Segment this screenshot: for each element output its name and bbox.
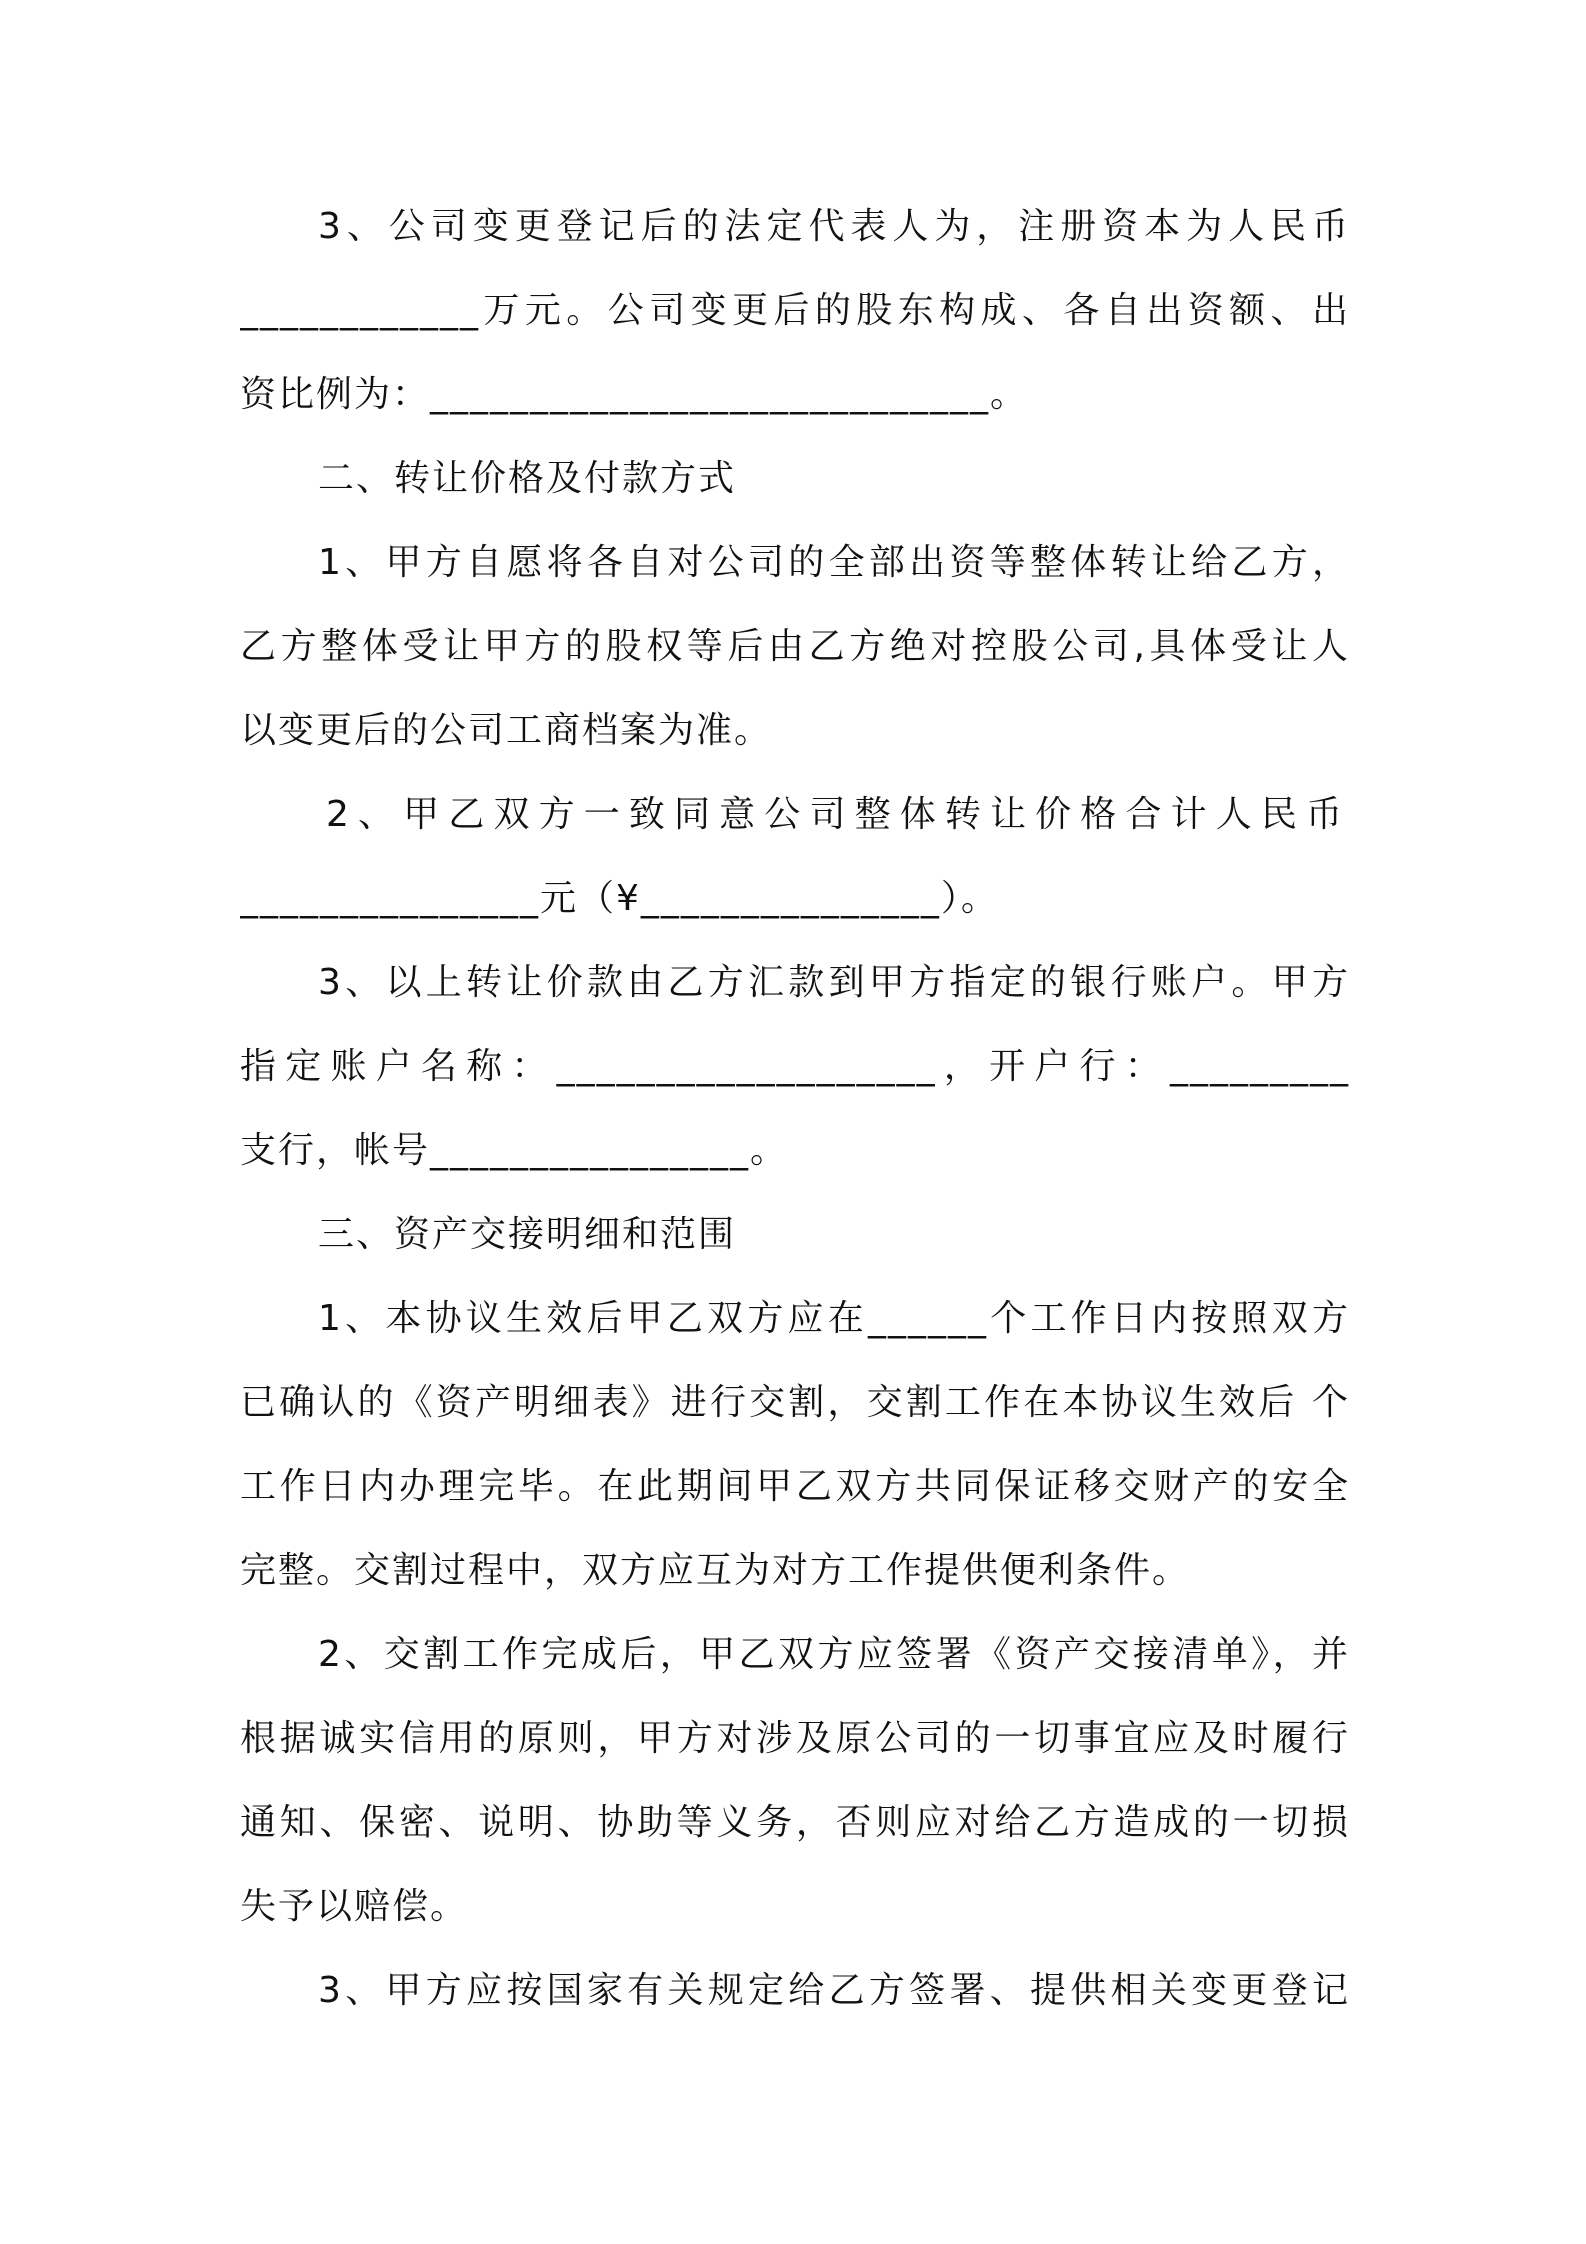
paragraph-line: 失予以赔偿。 [240, 1886, 469, 1927]
paragraph-line: 3、公司变更登记后的法定代表人为，注册资本为人民币 [318, 206, 1350, 247]
paragraph-line: 根据诚实信用的原则，甲方对涉及原公司的一切事宜应及时履行 [240, 1718, 1350, 1759]
section-heading: 二、转让价格及付款方式 [318, 458, 737, 499]
paragraph-line: 已确认的《资产明细表》进行交割，交割工作在本协议生效后 个 [240, 1382, 1350, 1423]
paragraph-line: 乙方整体受让甲方的股权等后由乙方绝对控股公司,具体受让人 [240, 626, 1350, 667]
paragraph-line: 完整。交割过程中，双方应互为对方工作提供便利条件。 [240, 1550, 1191, 1591]
paragraph-line: 工作日内办理完毕。在此期间甲乙双方共同保证移交财产的安全 [240, 1466, 1350, 1507]
paragraph-line: 资比例为：____________________________。 [240, 374, 1029, 415]
paragraph-line: 3、甲方应按国家有关规定给乙方签署、提供相关变更登记 [318, 1970, 1350, 2011]
paragraph-line: ____________万元。公司变更后的股东构成、各自出资额、出 [240, 290, 1350, 331]
paragraph-line: 1、本协议生效后甲乙双方应在______个工作日内按照双方 [318, 1298, 1350, 1339]
paragraph-line: 3、以上转让价款由乙方汇款到甲方指定的银行账户。甲方 [318, 962, 1350, 1003]
section-heading: 三、资产交接明细和范围 [318, 1214, 737, 1255]
paragraph-line: 1、甲方自愿将各自对公司的全部出资等整体转让给乙方， [318, 542, 1350, 583]
paragraph-line: 以变更后的公司工商档案为准。 [240, 710, 773, 751]
paragraph-line: _______________元（¥_______________）。 [240, 878, 999, 919]
document-page [240, 185, 1350, 2033]
paragraph-line: 通知、保密、说明、协助等义务，否则应对给乙方造成的一切损 [240, 1802, 1350, 1843]
paragraph-line: 2、甲乙双方一致同意公司整体转让价格合计人民币 [326, 794, 1350, 835]
paragraph-line: 2、交割工作完成后，甲乙双方应签署《资产交接清单》，并 [318, 1634, 1350, 1675]
paragraph-line: 指定账户名称：___________________，开户行：_________ [240, 1046, 1350, 1087]
paragraph-line: 支行，帐号________________。 [240, 1130, 789, 1171]
